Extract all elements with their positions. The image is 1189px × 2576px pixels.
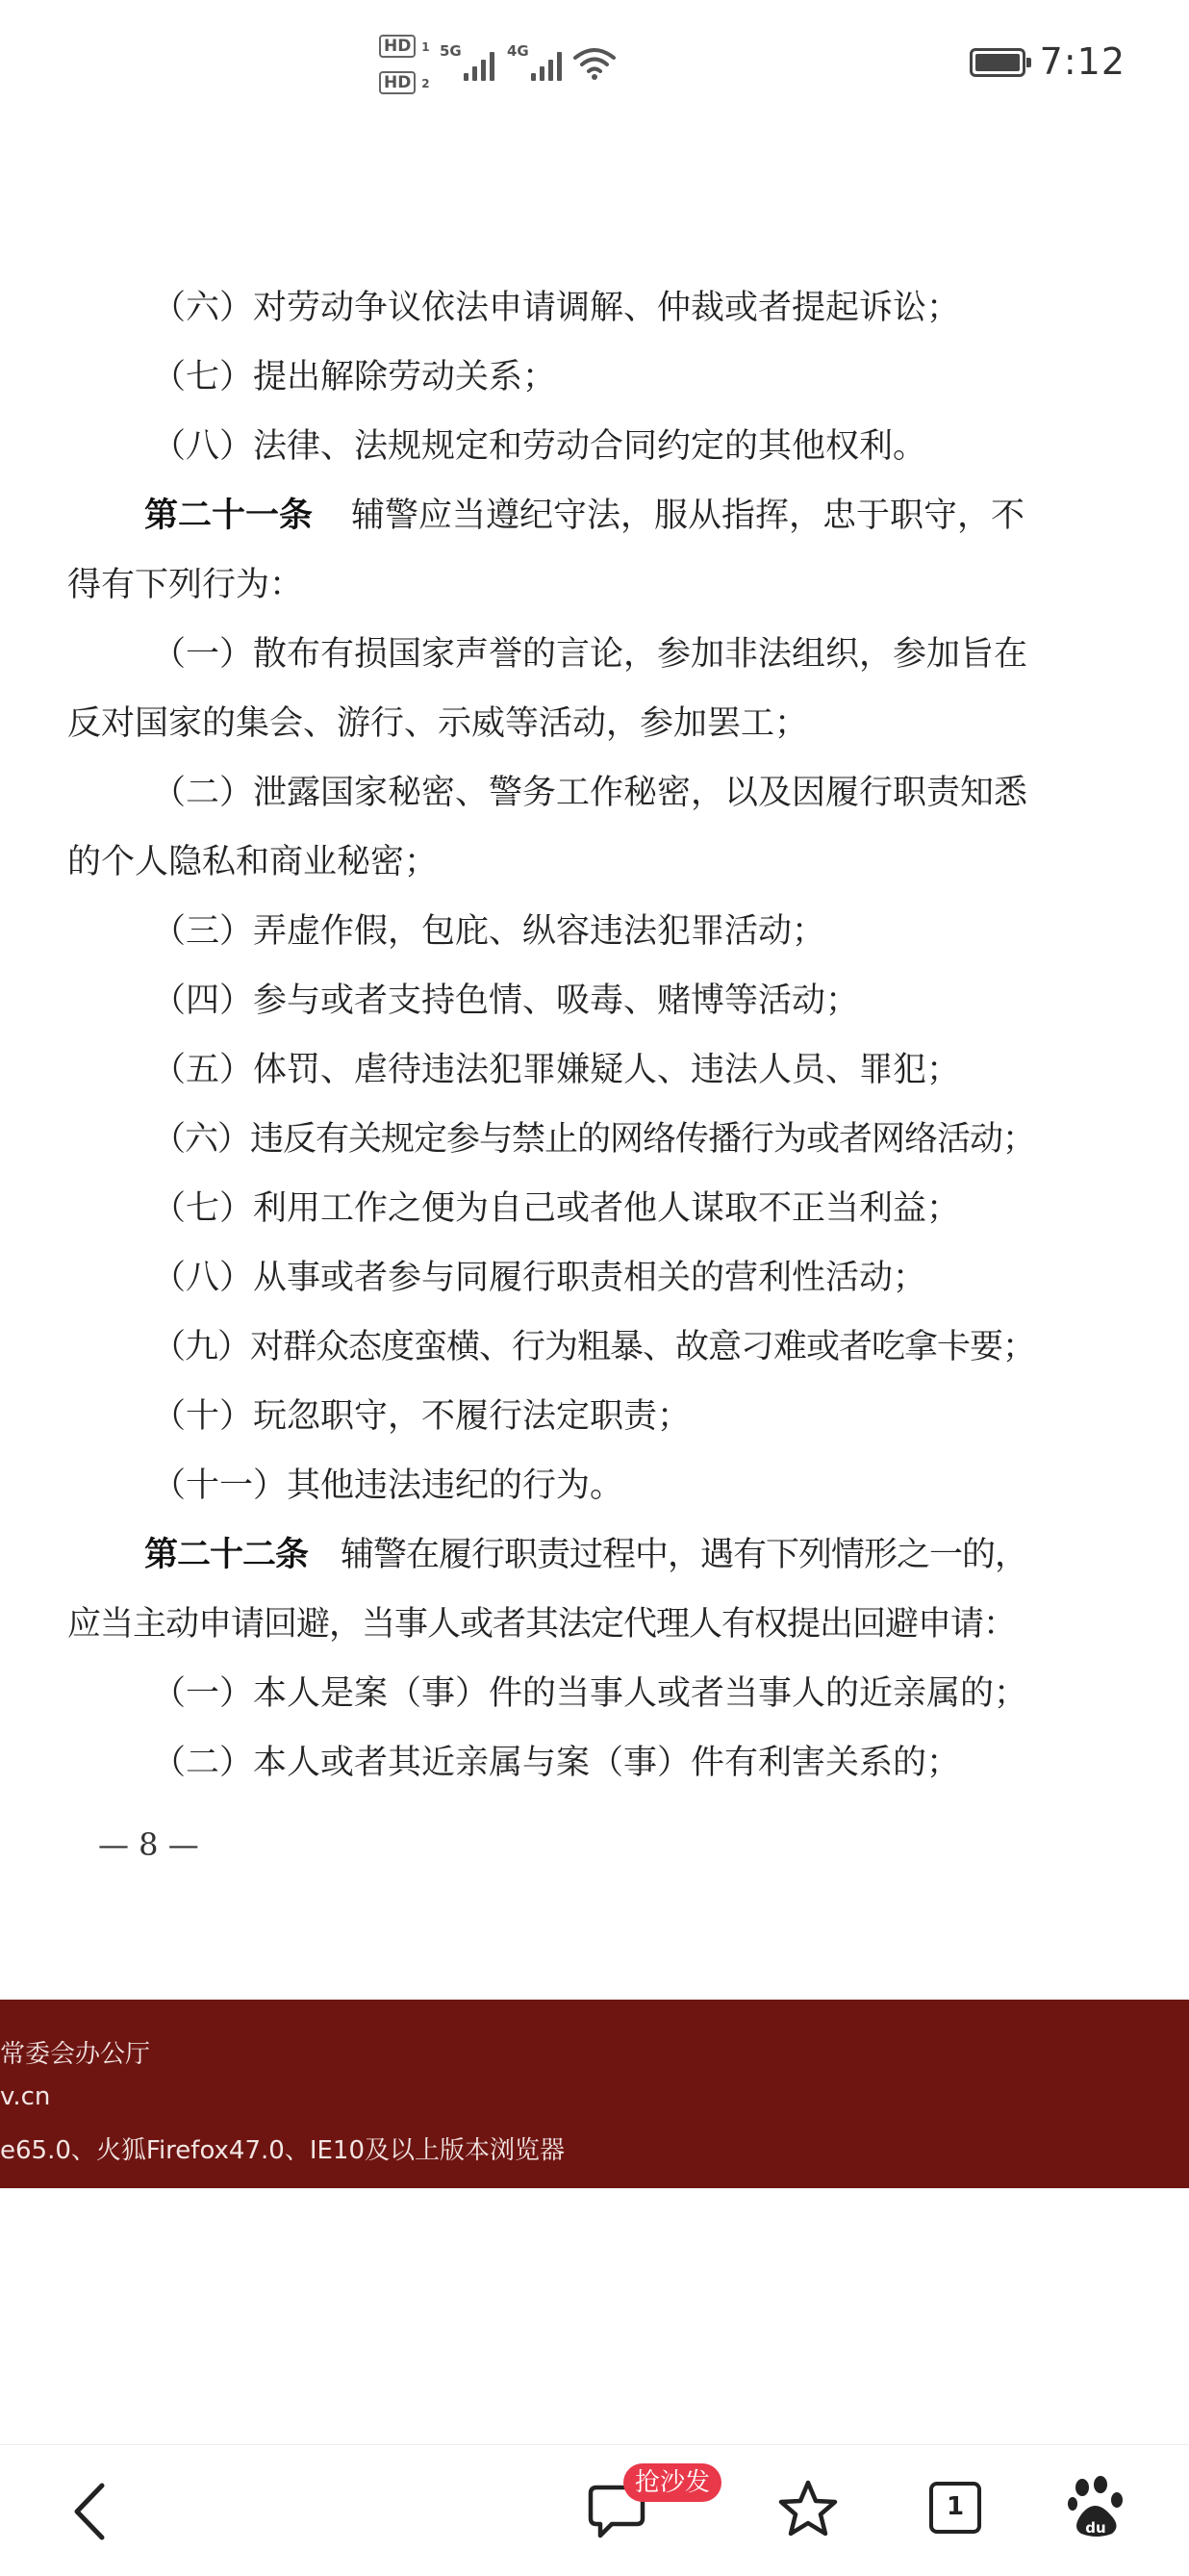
doc-line-article-22 — [144, 1532, 1027, 1578]
site-footer — [0, 2000, 1189, 2188]
doc-line: 反对国家的集会、游行、示威等活动，参加罢工； — [67, 704, 809, 743]
article-heading: 第二十二条 — [144, 1536, 309, 1574]
doc-line: 得有下列行为： — [67, 566, 304, 604]
doc-line-article-21 — [144, 493, 1025, 539]
doc-line: （十一）其他违法违纪的行为。 — [152, 1467, 624, 1505]
doc-line: （五）体罚、虐待违法犯罪嫌疑人、违法人员、罪犯； — [152, 1051, 961, 1089]
article-text: 辅警在履行职责过程中，遇有下列情形之一的， — [341, 1536, 1028, 1574]
network-type-1: 5G — [440, 42, 462, 60]
footer-line-browser-note: e65.0、火狐Firefox47.0、IE10及以上版本浏览器 — [0, 2136, 566, 2165]
network-type-2: 4G — [507, 42, 529, 60]
doc-line: （十）玩忽职守，不履行法定职责； — [152, 1397, 692, 1436]
chevron-left-icon[interactable] — [67, 2480, 112, 2543]
sim1-index: 1 — [421, 40, 430, 54]
doc-line: （九）对群众态度蛮横、行为粗暴、故意刁难或者吃拿卡要； — [152, 1328, 1036, 1366]
comment-badge[interactable]: 抢沙发 — [623, 2463, 721, 2502]
sim1-indicator — [379, 35, 430, 58]
footer-line-organization: 常委会办公厅 — [0, 2040, 151, 2069]
tabs-counter-icon[interactable] — [929, 2482, 981, 2534]
sim2-index: 2 — [421, 77, 430, 90]
signal-bars-1-icon — [464, 48, 494, 81]
bottom-nav-bar — [0, 2444, 1189, 2576]
doc-line: （二）泄露国家秘密、警务工作秘密，以及因履行职责知悉 — [152, 774, 1028, 812]
doc-line: （六）对劳动争议依法申请调解、仲裁或者提起诉讼； — [152, 289, 961, 327]
wifi-icon — [573, 46, 616, 81]
doc-line: （六）违反有关规定参与禁止的网络传播行为或者网络活动； — [152, 1120, 1036, 1159]
doc-line: 应当主动申请回避，当事人或者其法定代理人有权提出回避申请： — [67, 1605, 1017, 1644]
battery-icon — [970, 48, 1025, 77]
doc-line: 的个人隐私和商业秘密； — [67, 843, 439, 881]
doc-line: （三）弄虚作假，包庇、纵容违法犯罪活动； — [152, 912, 826, 951]
doc-line: （二）本人或者其近亲属与案（事）件有利害关系的； — [152, 1744, 961, 1782]
sim1-hd-label: HD — [379, 35, 416, 58]
svg-text:du: du — [1085, 2519, 1106, 2537]
page-number: — 8 — — [98, 1826, 199, 1863]
doc-line: （一）本人是案（事）件的当事人或者当事人的近亲属的； — [152, 1674, 1028, 1713]
baidu-paw-icon[interactable] — [1068, 2476, 1126, 2539]
star-icon[interactable] — [777, 2478, 839, 2539]
article-heading: 第二十一条 — [144, 497, 314, 535]
sim2-hd-label: HD — [379, 71, 416, 94]
doc-line: （八）法律、法规规定和劳动合同约定的其他权利。 — [152, 427, 927, 466]
article-text: 辅警应当遵纪守法，服从指挥，忠于职守，不 — [351, 497, 1025, 535]
footer-line-url[interactable]: v.cn — [0, 2082, 51, 2111]
doc-line: （八）从事或者参与同履行职责相关的营利性活动； — [152, 1259, 927, 1297]
status-bar — [0, 0, 1189, 135]
doc-line: （一）散布有损国家声誉的言论，参加非法组织，参加旨在 — [152, 635, 1028, 674]
doc-line: （四）参与或者支持色情、吸毒、赌博等活动； — [152, 982, 860, 1020]
doc-line: （七）利用工作之便为自己或者他人谋取不正当利益； — [152, 1189, 961, 1228]
signal-bars-2-icon — [531, 48, 562, 81]
sim2-indicator — [379, 71, 430, 94]
tabs-count: 1 — [946, 2492, 965, 2521]
clock-time: 7:12 — [1039, 40, 1126, 83]
doc-line: （七）提出解除劳动关系； — [152, 358, 557, 396]
